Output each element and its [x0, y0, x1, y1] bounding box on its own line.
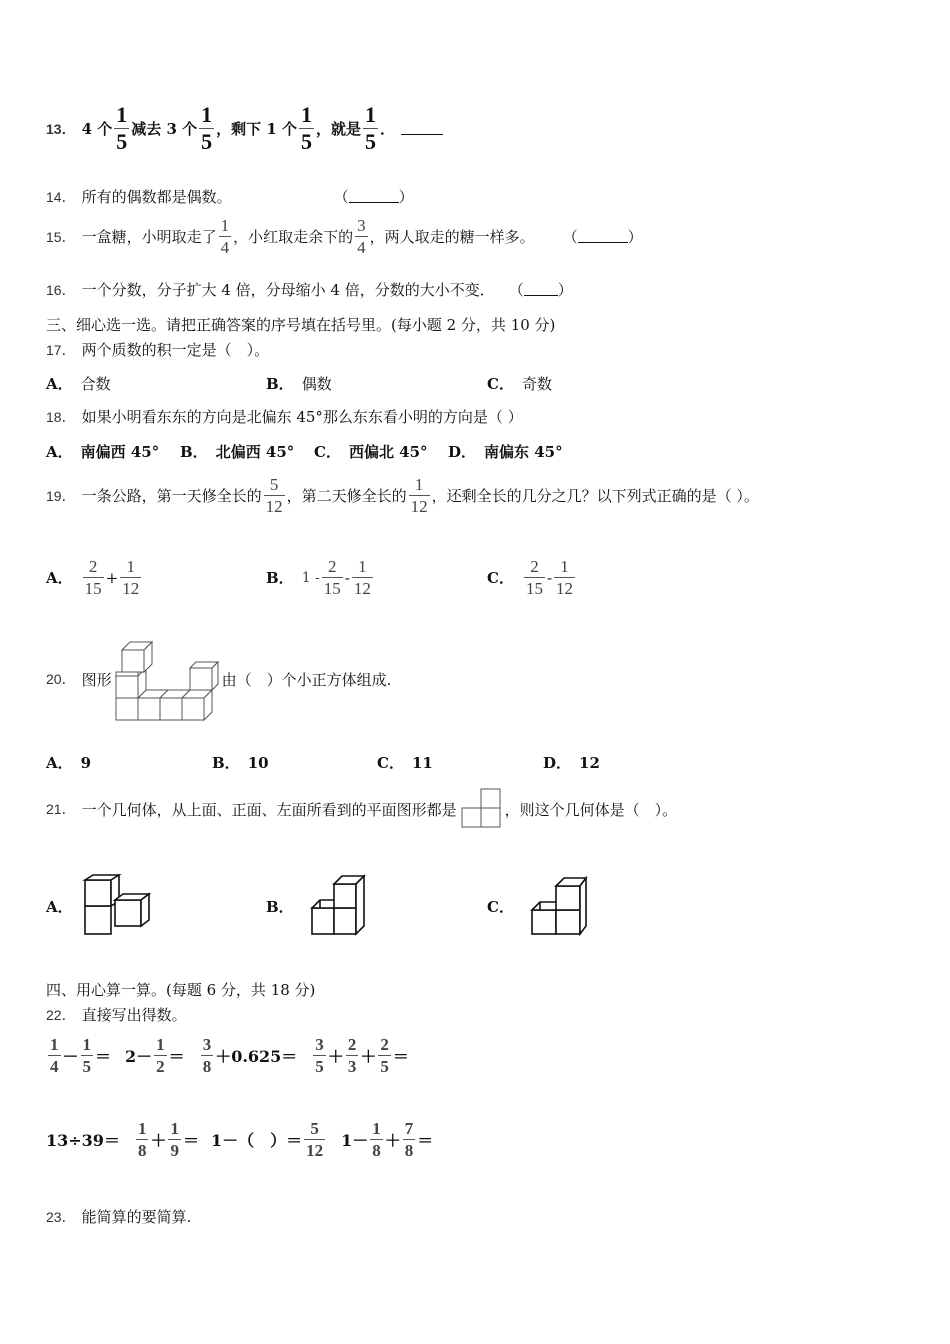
fraction: $\frac{1}{5}$ — [201, 102, 213, 154]
option-a[interactable]: A． 南偏西 45° — [46, 443, 160, 461]
option-a[interactable]: A． $\frac{2}{15}$ + $\frac{1}{12}$ — [46, 557, 140, 598]
question-19 — [46, 476, 759, 515]
fraction: $\frac{1}{5}$ — [301, 102, 313, 154]
q13-text-2: 减去 3 个 — [131, 120, 198, 138]
cube-stack-figure — [114, 636, 220, 722]
question-22 — [46, 1004, 187, 1025]
q17-text: 两个质数的积一定是（ ）。 — [81, 341, 270, 359]
option-c[interactable]: C． — [487, 874, 598, 938]
cube-shape-a — [81, 874, 157, 938]
q22-text: 直接写出得数。 — [81, 1006, 187, 1024]
option-a[interactable]: A． 合数 — [46, 375, 111, 393]
answer-blank[interactable] — [578, 230, 628, 243]
question-13 — [46, 104, 443, 153]
q13-text-5: ． — [380, 120, 396, 138]
question-16 — [46, 279, 573, 300]
section-heading: 四、用心算一算。(每题 6 分，共 18 分) — [46, 981, 316, 999]
question-14 — [46, 186, 414, 207]
q14-text: 所有的偶数都是偶数。 — [81, 188, 232, 206]
option-a[interactable]: A． — [46, 874, 157, 938]
option-b[interactable]: B． 10 — [212, 753, 269, 772]
cube-shape-b — [302, 874, 378, 938]
question-18 — [46, 406, 523, 427]
paren: ） — [557, 281, 573, 299]
question-number: 17． — [46, 341, 76, 358]
option-b[interactable]: B． 1 - $\frac{2}{15}$ - $\frac{1}{12}$ — [266, 557, 371, 598]
question-23 — [46, 1206, 191, 1227]
option-c[interactable]: C． $\frac{2}{15}$ - $\frac{1}{12}$ — [487, 557, 574, 598]
answer-blank[interactable] — [401, 122, 443, 135]
section-heading: 三、细心选一选。请把正确答案的序号填在括号里。(每小题 2 分，共 10 分) — [46, 316, 556, 334]
question-number: 13． — [46, 120, 76, 137]
fraction: $\frac{1}{12}$ — [410, 475, 428, 516]
q15-text-3: ，两人取走的糖一样多。 — [369, 228, 535, 246]
q21-text-1: 一个几何体，从上面、正面、左面所看到的平面图形都是 — [81, 800, 457, 819]
q23-text: 能简算的要简算. — [81, 1208, 192, 1226]
option-c[interactable]: C． 奇数 — [487, 375, 552, 393]
question-number: 20． — [46, 671, 76, 687]
question-number: 14． — [46, 188, 76, 205]
q20-text-2: 由（ ）个小正方体组成. — [221, 670, 392, 689]
paren: （ — [562, 228, 578, 246]
option-c[interactable]: C． 西偏北 45° — [314, 443, 428, 461]
fraction: $\frac{1}{5}$ — [116, 102, 128, 154]
question-15 — [46, 217, 643, 256]
question-number: 21． — [46, 801, 76, 817]
q19-text-1: 一条公路，第一天修全长的 — [81, 487, 262, 505]
paren: （ — [333, 188, 349, 206]
q16-text: 一个分数，分子扩大 4 倍，分母缩小 4 倍，分数的大小不变． — [81, 281, 495, 299]
option-b[interactable]: B． — [266, 874, 378, 938]
option-a[interactable]: A． 9 — [46, 753, 92, 772]
q19-text-2: ，第二天修全长的 — [286, 487, 407, 505]
question-number: 22． — [46, 1006, 76, 1023]
paren: （ — [508, 281, 524, 299]
paren: ） — [398, 188, 414, 206]
q13-text-3: ，剩下 1 个 — [216, 120, 298, 138]
q15-text-1: 一盒糖，小明取走了 — [81, 228, 217, 246]
q18-text: 如果小明看东东的方向是北偏东 45°那么东东看小明的方向是（ ） — [81, 408, 523, 426]
option-b[interactable]: B． 偶数 — [266, 375, 332, 393]
q15-text-2: ，小红取走余下的 — [233, 228, 354, 246]
answer-blank[interactable] — [524, 283, 558, 296]
fraction: $\frac{1}{5}$ — [365, 102, 377, 154]
q20-text-1: 图形 — [81, 670, 112, 689]
question-number: 19． — [46, 487, 76, 504]
q13-text-1: 4 个 — [81, 120, 113, 138]
question-21 — [46, 788, 677, 830]
cube-shape-c — [522, 874, 598, 938]
option-b[interactable]: B． 北偏西 45° — [180, 443, 295, 461]
fraction: $\frac{5}{12}$ — [265, 475, 283, 516]
question-17 — [46, 339, 269, 360]
question-number: 15． — [46, 228, 76, 245]
option-d[interactable]: D． 12 — [543, 753, 600, 772]
paren: ） — [627, 228, 643, 246]
q13-text-4: ，就是 — [316, 120, 362, 138]
fraction: $\frac{1}{4}$ — [220, 216, 230, 257]
question-number: 18． — [46, 408, 76, 425]
q21-text-2: ，则这个几何体是（ ）。 — [504, 800, 678, 819]
question-number: 16． — [46, 281, 76, 298]
view-shape-figure — [460, 788, 502, 830]
q19-text-3: ，还剩全长的几分之几？以下列式正确的是（ ）。 — [431, 487, 759, 505]
question-number: 23． — [46, 1208, 76, 1225]
option-d[interactable]: D． 南偏东 45° — [448, 443, 563, 461]
question-20 — [46, 636, 391, 722]
calc-row-2: 13÷39＝ $\frac{1}{8}$ ＋ $\frac{1}{9}$ ＝ 1－（ ）＝ $\frac{5}{12}$ 1－ $\frac{1}{8}$ ＋ $\frac{7}{8}$ ＝ — [46, 1119, 434, 1160]
fraction: $\frac{3}{4}$ — [357, 216, 366, 257]
option-c[interactable]: C． 11 — [377, 753, 433, 772]
calc-row-1: $\frac{1}{4}$ － $\frac{1}{5}$ ＝ 2－ $\frac{1}{2}$ ＝ $\frac{3}{8}$ ＋0.625＝ $\frac{3}{5}$ ＋ $\frac{2}{3}$ ＋ $\frac{2}{5}$ ＝ — [50, 1035, 409, 1076]
answer-blank[interactable] — [349, 190, 399, 203]
